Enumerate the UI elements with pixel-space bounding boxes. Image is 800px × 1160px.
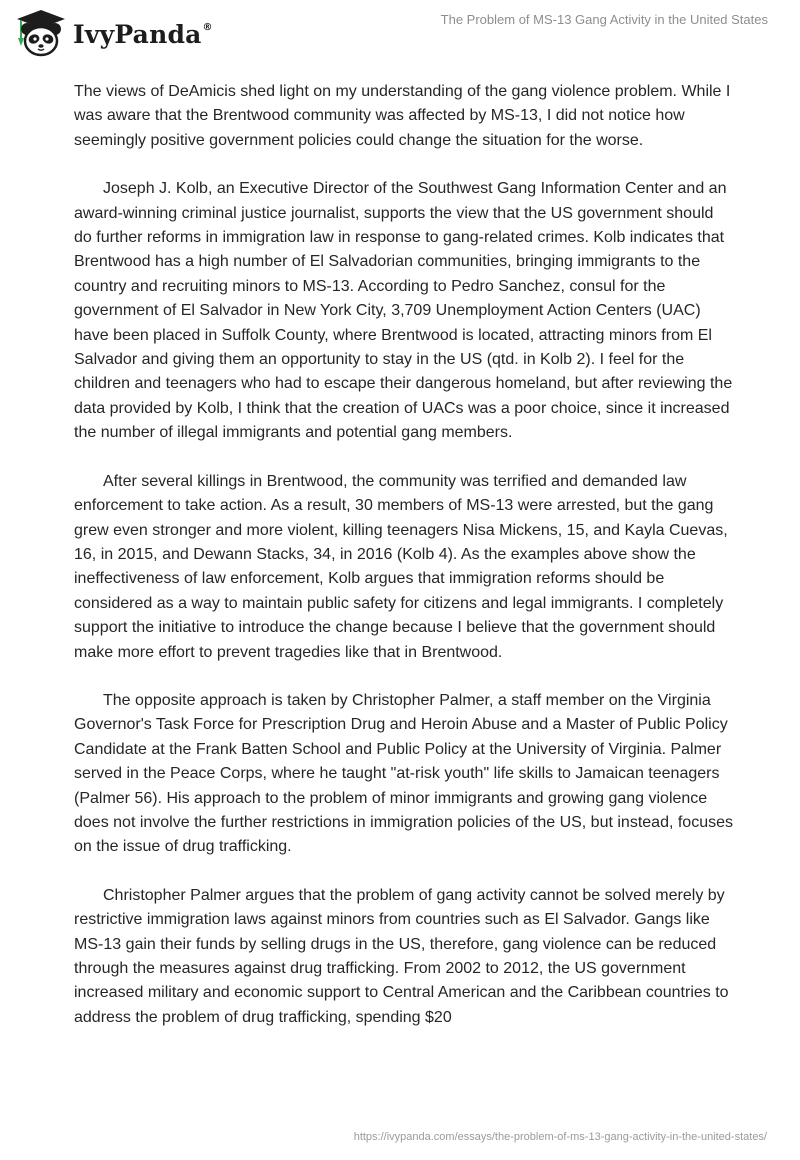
panda-graduate-icon xyxy=(13,8,69,58)
registered-mark: ® xyxy=(202,21,213,33)
page-header xyxy=(0,0,800,70)
brand-name: IvyPanda® xyxy=(73,19,213,49)
brand-logo[interactable] xyxy=(13,8,213,58)
document-title: The Problem of MS-13 Gang Activity in the United States xyxy=(440,12,768,27)
paragraph-3: After several killings in Brentwood, the community was terrified and demanded law enforcement to take action. As a result, 30 members of MS-13 were arrested, but the gang grew even stronger and more violent, killing teenagers Nisa Mickens, 15, and Kayla Cuevas, 16, in 2015, and Dewann Stacks, 34, in 2016 (Kolb 4). As the examples above show the ineffectiveness of law enforcement, Kolb argues that immigration reforms should be considered as a way to maintain public safety for citizens and legal immigrants. I completely support the initiative to introduce the change because I believe that the government should make more effort to prevent tragedies like that in Brentwood. xyxy=(74,472,728,661)
paragraph-5: Christopher Palmer argues that the problem of gang activity cannot be solved merely by restrictive immigration laws against minors from countries such as El Salvador. Gangs like MS-13 gain their funds by selling drugs in the US, therefore, gang violence can be reduced through the measures against drug trafficking. From 2002 to 2012, the US government increased military and economic support to Central American and the Caribbean countries to address the problem of drug trafficking, spending $20 xyxy=(74,886,729,1026)
paragraph-4: The opposite approach is taken by Christopher Palmer, a staff member on the Virginia Governor's Task Force for Prescription Drug and Heroin Abuse and a Master of Public Policy Candidate at the Frank Batten School and Public Policy at the University of Virginia. Palmer served in the Peace Corps, where he taught "at-risk youth" life skills to Jamaican teenagers (Palmer 56). His approach to the problem of minor immigrants and growing gang violence does not involve the further restrictions in immigration policies of the US, but instead, focuses on the issue of drug trafficking. xyxy=(74,691,733,856)
paragraph-1: The views of DeAmicis shed light on my understanding of the gang violence problem. While I was aware that the Brentwood community was affected by MS-13, I did not notice how seemingly positive government policies could change the situation for the worse. xyxy=(74,83,731,149)
source-url[interactable]: https://ivypanda.com/essays/the-problem-of-ms-13-gang-activity-in-the-united-states/ xyxy=(353,1131,767,1143)
paragraph-2: Joseph J. Kolb, an Executive Director of the Southwest Gang Information Center and an award-winning criminal justice journalist, supports the view that the US government should do further reforms in immigration law in response to gang-related crimes. Kolb indicates that Brentwood has a high number of El Salvadorian communities, bringing immigrants to the country and recruiting minors to MS-13. According to Pedro Sanchez, consul for the government of El Salvador in New York City, 3,709 Unemployment Action Centers (UAC) have been placed in Suffolk County, where Brentwood is located, attracting minors from El Salvador and giving them an opportunity to stay in the US (qtd. in Kolb 2). I feel for the children and teenagers who had to escape their dangerous homeland, but after reviewing the data provided by Kolb, I think that the creation of UACs was a poor choice, since it increased the number of illegal immigrants and potential gang members. xyxy=(74,180,733,442)
essay-body xyxy=(74,80,734,1054)
